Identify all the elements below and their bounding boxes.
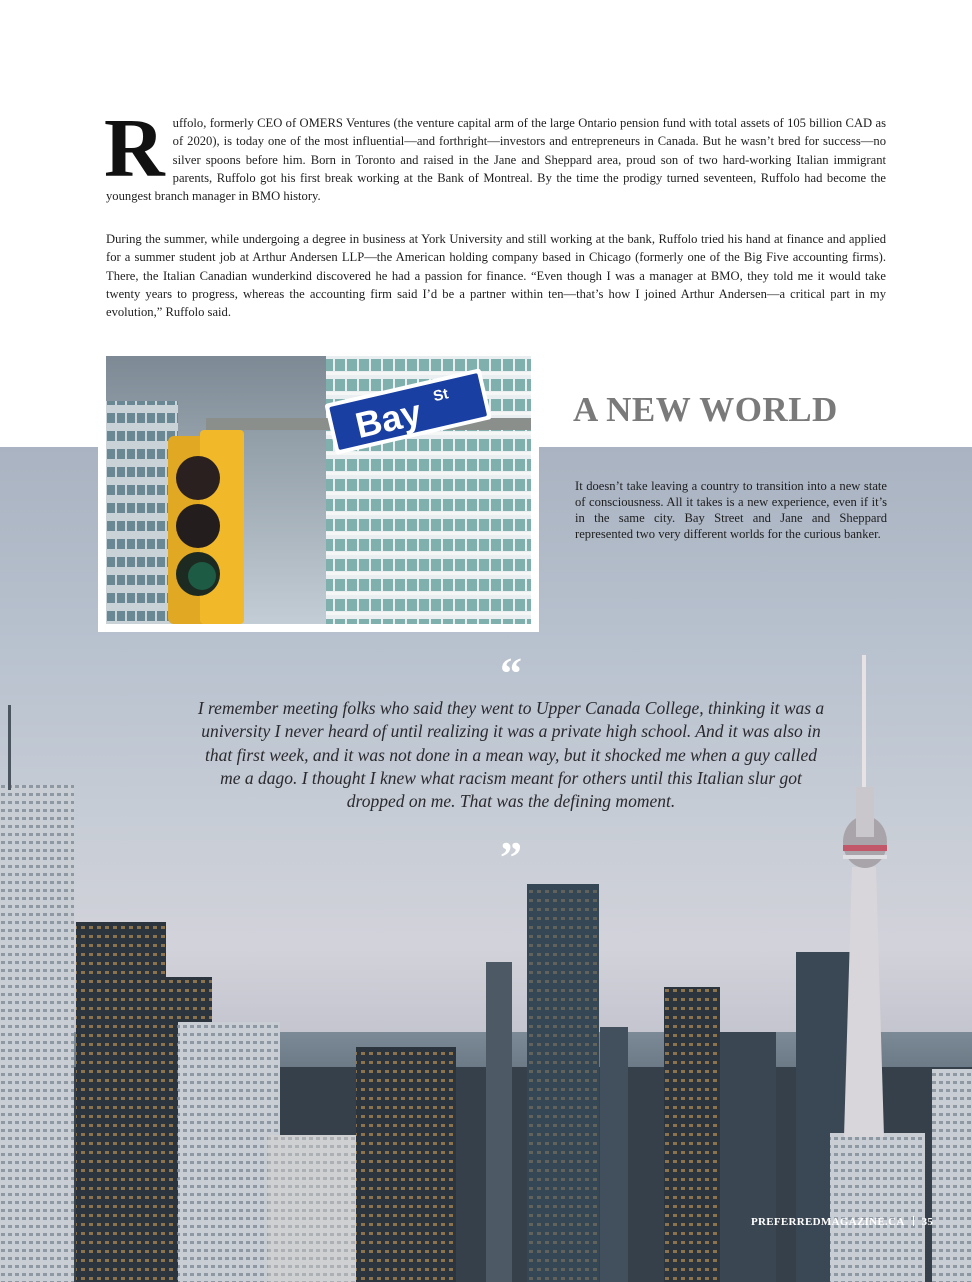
bay-street-illustration (106, 356, 531, 624)
intro-paragraph (104, 102, 886, 205)
drop-cap: R (104, 102, 165, 195)
footer-site: PREFERREDMAGAZINE.CA (751, 1216, 905, 1228)
pull-quote: I remember meeting folks who said they went to Upper Canada College, thinking it was a university I never heard of until realizing it was a private high school. And it was also in that first week, and it was not done in a mean way, but it shocked me when a guy called me a dago. I thought I knew what racism meant for others until this Italian slur got dropped on me. That was the defining moment. (197, 698, 825, 812)
footer-divider (913, 1216, 914, 1226)
section-body: It doesn’t take leaving a country to transition into a new state of consciousness. All it takes is a new experience, even if it’s in the same city. Bay Street and Jane and Sheppard represented two very different worlds for the curious banker. (575, 479, 887, 541)
photo-card (98, 348, 539, 632)
close-quote-mark: ” (500, 833, 522, 882)
open-quote-mark: “ (500, 649, 522, 698)
bay-sign-suffix: St (431, 385, 451, 406)
bay-street-photo (106, 356, 531, 624)
intro-paragraph-text: uffolo, formerly CEO of OMERS Ventures (the venture capital arm of the large Ontario pension fund with total assets of 105 billion CAD as of 2020), is today one of the most influential—and forthright—investors and entrepreneurs in Canada. But he wasn’t bred for success—no silver spoons before him. Born in Toronto and raised in the Jane and Sheppard area, proud son of two hard-working Italian immigrant parents, Ruffolo got his first break working at the Bank of Montreal. By the time the prodigy turned seventeen, Ruffolo had become the youngest branch manager in BMO history. (106, 116, 886, 204)
page-number: 35 (921, 1216, 934, 1228)
page-footer (751, 1216, 933, 1228)
section-title: A NEW WORLD (573, 390, 838, 429)
bay-sign-text: Bay (351, 391, 426, 447)
body-paragraph: During the summer, while undergoing a degree in business at York University and still working at the bank, Ruffolo tried his hand at finance and applied for a summer student job at Arthur Andersen LLP—the American holding company based in Chicago (formerly one of the Big Five accounting firms). There, the Italian Canadian wunderkind discovered he had a passion for finance. “Even though I was a manager at BMO, they told me it would take twenty years to progress, whereas the accounting firm said I’d be a partner within ten—that’s how I joined Arthur Andersen—a critical part in my evolution,” Ruffolo said. (106, 232, 886, 320)
